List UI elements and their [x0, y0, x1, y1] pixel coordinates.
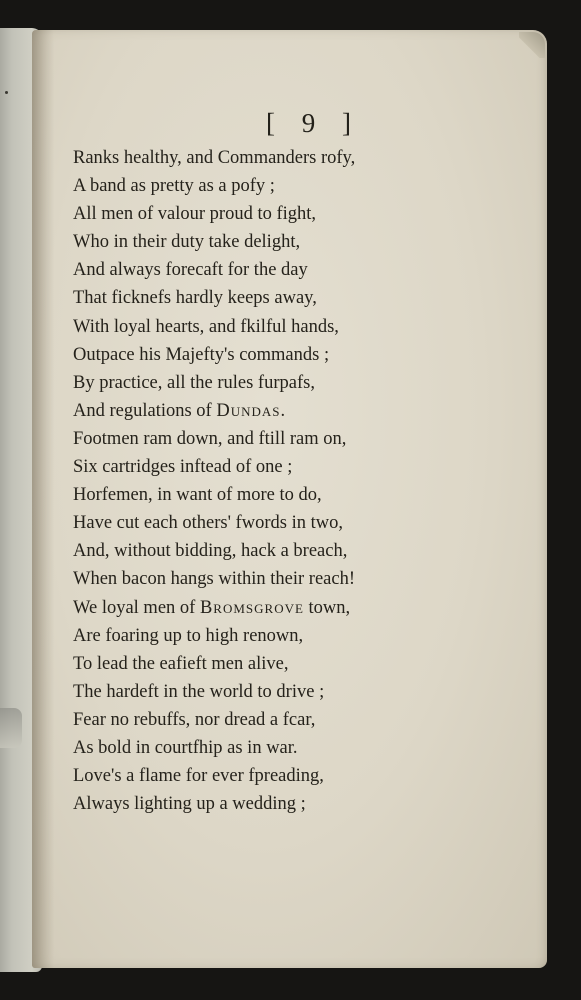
- poem-line: All men of valour proud to fight,: [73, 204, 317, 225]
- poem-line: Outpace his Majefty's commands ;: [73, 344, 330, 365]
- poem-line: Are foaring up to high renown,: [73, 625, 304, 646]
- poem-line: That ficknefs hardly keeps away,: [73, 288, 317, 309]
- poem-line-text: We loyal men of: [73, 597, 200, 618]
- poem-line: Who in their duty take delight,: [73, 232, 301, 253]
- poem-line: And always forecaft for the day: [73, 260, 308, 281]
- poem-line-text: .: [280, 400, 286, 421]
- poem-line: To lead the eafieft men alive,: [73, 653, 289, 674]
- poem-line: Always lighting up a wedding ;: [73, 794, 306, 815]
- poem-line: [73, 594, 543, 622]
- poem-line: Footmen ram down, and ftill ram on,: [73, 428, 347, 449]
- ink-speck: [5, 91, 8, 94]
- poem-line: [73, 397, 543, 425]
- proper-name-dundas: Dundas: [216, 400, 281, 421]
- page-fold-shadow: [0, 708, 22, 748]
- poem-line-text: town,: [303, 597, 351, 618]
- book-page: [32, 30, 547, 968]
- page-number: [ 9 ]: [266, 108, 361, 138]
- poem-line-text: And regulations of: [73, 400, 217, 421]
- poem-text: [73, 144, 543, 818]
- poem-line: When bacon hangs within their reach!: [73, 569, 356, 590]
- poem-line: By practice, all the rules furpafs,: [73, 372, 315, 393]
- poem-line: Fear no rebuffs, nor dread a fcar,: [73, 709, 316, 730]
- poem-line: Six cartridges inftead of one ;: [73, 457, 293, 478]
- worn-corner: [519, 32, 545, 58]
- poem-line: Have cut each others' fwords in two,: [73, 513, 343, 534]
- proper-name-bromsgrove: Bromsgrove: [199, 597, 304, 618]
- poem-line: Ranks healthy, and Commanders rofy,: [73, 148, 356, 168]
- poem-line: Love's a flame for ever fpreading,: [73, 766, 324, 787]
- poem-line: Horfemen, in want of more to do,: [73, 485, 322, 506]
- poem-line: The hardeft in the world to drive ;: [73, 681, 325, 702]
- poem-line: As bold in courtfhip as in war.: [73, 737, 298, 758]
- poem-line: With loyal hearts, and fkilful hands,: [73, 316, 339, 337]
- gutter-shadow: [32, 30, 54, 968]
- poem-line: A band as pretty as a pofy ;: [73, 176, 275, 197]
- poem-line: And, without bidding, hack a breach,: [73, 541, 348, 562]
